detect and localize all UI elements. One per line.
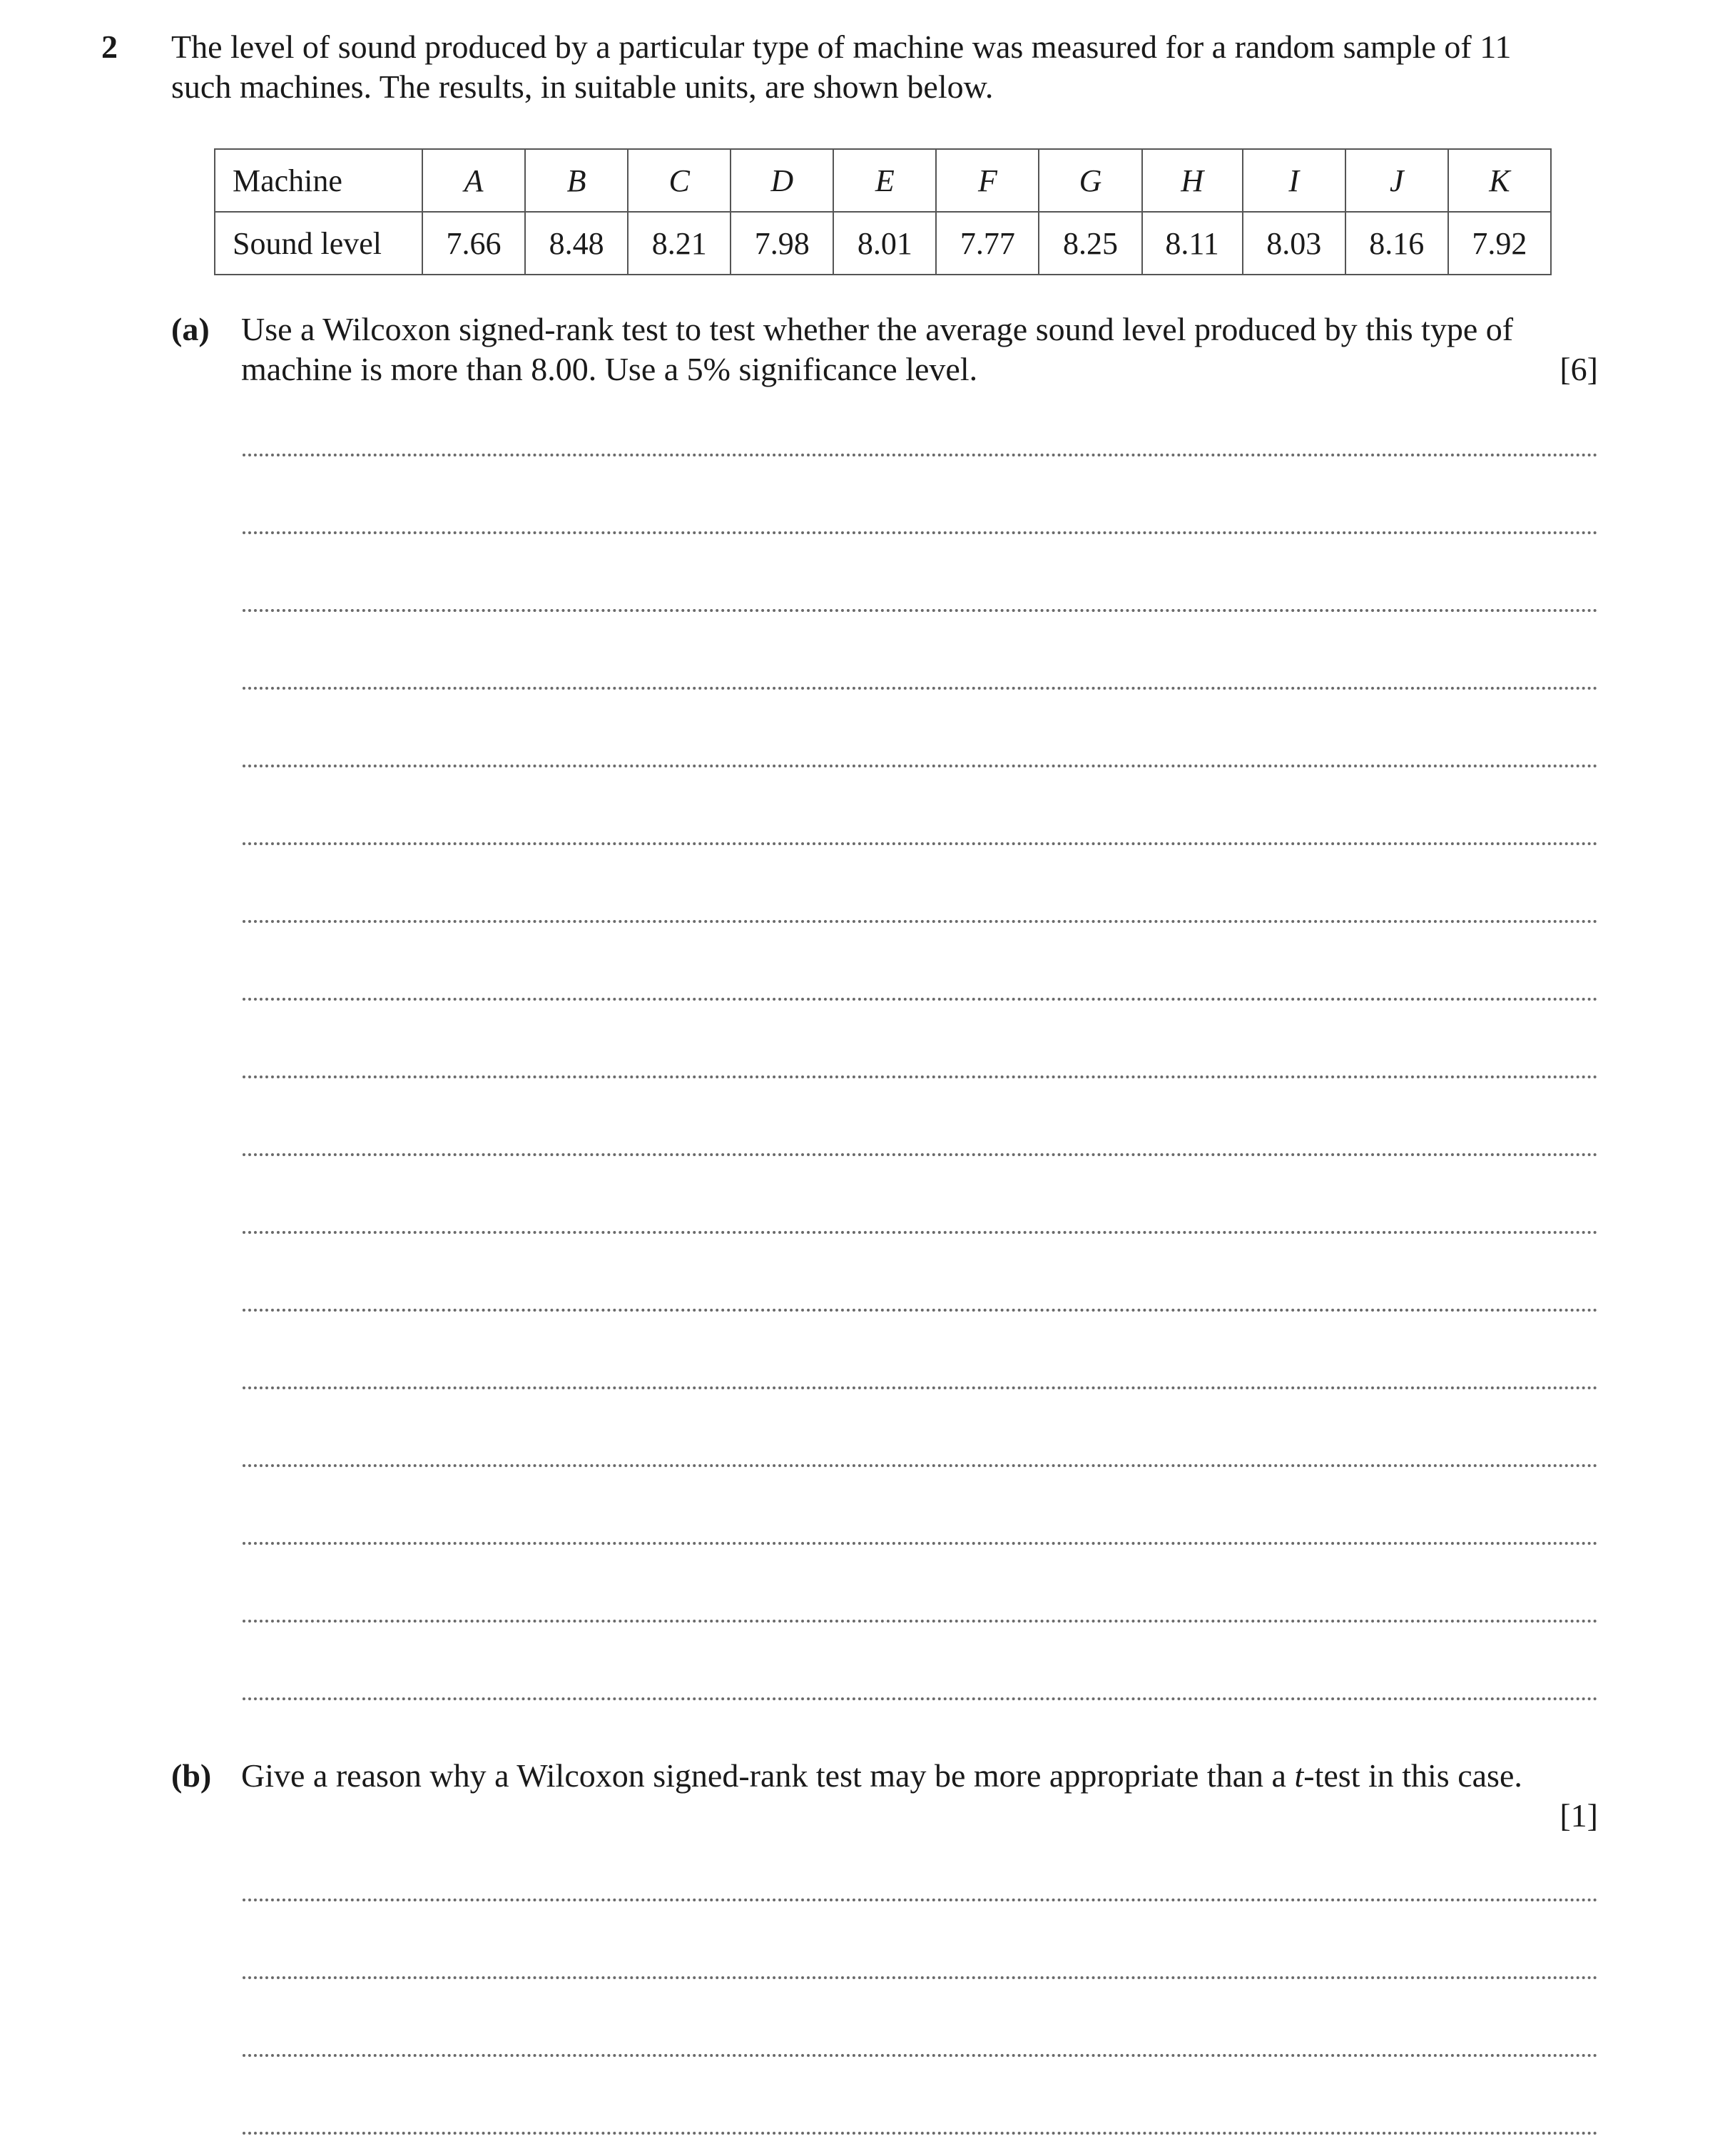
part-b-text-before: Give a reason why a Wilcoxon signed-rank test may be more appropriate than a <box>241 1757 1295 1794</box>
sound-level-f: 7.77 <box>936 212 1039 275</box>
sound-level-c: 8.21 <box>628 212 731 275</box>
table-row-sound-level <box>215 212 1551 275</box>
answer-line[interactable] <box>243 920 1598 923</box>
part-b-text-after: -test in this case. <box>1303 1757 1522 1794</box>
sound-level-k: 7.92 <box>1448 212 1551 275</box>
answer-line[interactable] <box>243 454 1598 456</box>
answer-line[interactable] <box>243 1309 1598 1312</box>
answer-line[interactable] <box>243 1697 1598 1700</box>
part-a <box>171 310 1598 389</box>
answer-line[interactable] <box>243 1976 1598 1979</box>
part-b-label: (b) <box>171 1757 212 1794</box>
sound-level-j: 8.16 <box>1345 212 1448 275</box>
sound-level-e: 8.01 <box>833 212 936 275</box>
answer-line[interactable] <box>243 609 1598 612</box>
answer-line[interactable] <box>243 1899 1598 1901</box>
machine-a: A <box>422 149 525 212</box>
answer-line[interactable] <box>243 1231 1598 1234</box>
part-b-line-1 <box>241 1756 1598 1796</box>
stem-line-1: The level of sound produced by a particular type of machine was measured for a random sample of 11 <box>171 29 1512 65</box>
machine-f: F <box>936 149 1039 212</box>
question-stem <box>171 27 1598 107</box>
answer-line[interactable] <box>243 1620 1598 1623</box>
answer-line[interactable] <box>243 2054 1598 2057</box>
machine-g: G <box>1039 149 1141 212</box>
answer-line[interactable] <box>243 687 1598 690</box>
machine-i: I <box>1243 149 1345 212</box>
answer-line[interactable] <box>243 998 1598 1001</box>
part-a-line-1: Use a Wilcoxon signed-rank test to test whether the average sound level produced by this type of <box>241 311 1514 347</box>
answer-line[interactable] <box>243 765 1598 767</box>
part-a-marks: [6] <box>1559 351 1598 387</box>
row-label-sound-level: Sound level <box>215 212 422 275</box>
sound-level-table <box>214 148 1552 275</box>
answer-line[interactable] <box>243 1464 1598 1467</box>
sound-level-d: 7.98 <box>731 212 833 275</box>
answer-line[interactable] <box>243 531 1598 534</box>
part-a-label: (a) <box>171 311 210 347</box>
machine-e: E <box>833 149 936 212</box>
machine-j: J <box>1345 149 1448 212</box>
machine-b: B <box>525 149 628 212</box>
machine-d: D <box>731 149 833 212</box>
part-b-text-italic: t <box>1294 1757 1304 1794</box>
machine-k: K <box>1448 149 1551 212</box>
part-a-line-2: machine is more than 8.00. Use a 5% significance level. <box>241 351 978 387</box>
sound-level-b: 8.48 <box>525 212 628 275</box>
answer-line[interactable] <box>243 1386 1598 1389</box>
row-label-machine: Machine <box>215 149 422 212</box>
table-row-machine <box>215 149 1551 212</box>
answer-line[interactable] <box>243 1153 1598 1156</box>
sound-level-g: 8.25 <box>1039 212 1141 275</box>
machine-c: C <box>628 149 731 212</box>
part-b-text <box>241 1756 1598 1796</box>
answer-line[interactable] <box>243 1076 1598 1078</box>
machine-h: H <box>1142 149 1243 212</box>
part-a-text <box>241 310 1598 389</box>
sound-level-i: 8.03 <box>1243 212 1345 275</box>
question-number: 2 <box>101 29 118 65</box>
part-b-marks: [1] <box>1559 1797 1598 1834</box>
answer-line[interactable] <box>243 842 1598 845</box>
sound-level-a: 7.66 <box>422 212 525 275</box>
stem-line-2: such machines. The results, in suitable units, are shown below. <box>171 68 994 105</box>
sound-level-h: 8.11 <box>1142 212 1243 275</box>
part-b <box>171 1756 1598 1836</box>
answer-line[interactable] <box>243 1542 1598 1545</box>
answer-line[interactable] <box>243 2132 1598 2135</box>
